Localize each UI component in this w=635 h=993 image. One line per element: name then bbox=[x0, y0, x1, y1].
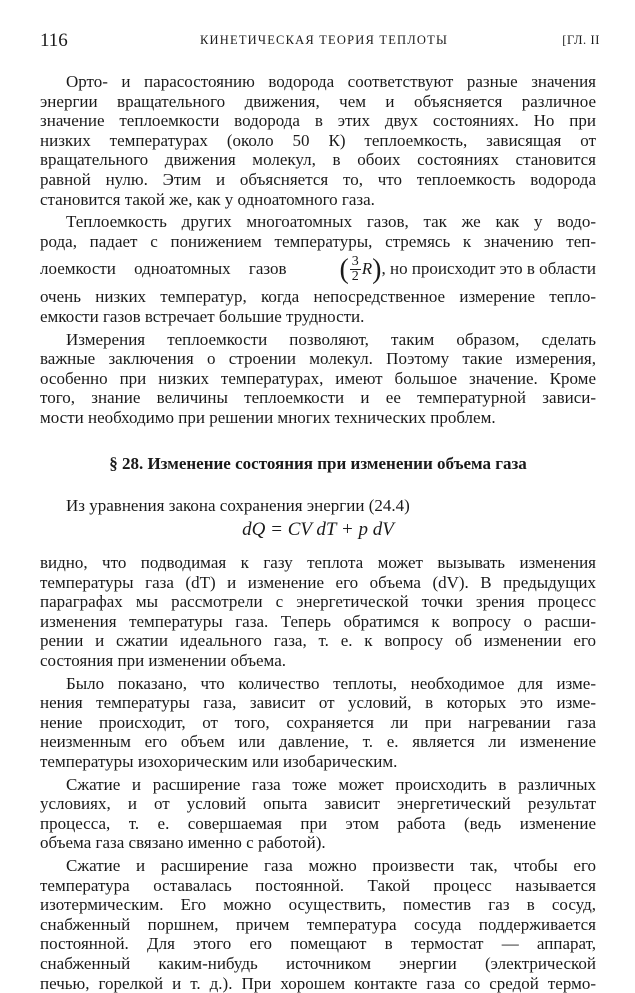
line: Орто- и парасостоянию водорода соответствуют разные значения bbox=[66, 72, 596, 91]
intro-line: Из уравнения закона сохранения энергии (24.4) bbox=[66, 495, 410, 515]
line: низких температурах (около 50 К) теплоемкость, зависящая от bbox=[40, 130, 596, 150]
line: постоянной. Для этого его помещают в термостат — аппарат, bbox=[40, 934, 596, 954]
line: вращательного движения молекул, в обоих состояниях становится bbox=[40, 150, 596, 170]
line: равной нулю. Этим и объясняется то, что теплоемкость водорода bbox=[40, 169, 596, 189]
fraction-line-before: лоемкости одноатомных газов bbox=[40, 259, 287, 279]
line: Сжатие и расширение газа тоже может происходить в различных bbox=[66, 774, 596, 794]
left-paren: ( bbox=[339, 253, 349, 285]
line: изменения температуры газа. Теперь обратимся к вопросу о расши- bbox=[40, 611, 596, 631]
fraction-variable: R bbox=[361, 259, 373, 279]
running-title: КИНЕТИЧЕСКАЯ ТЕОРИЯ ТЕПЛОТЫ bbox=[200, 33, 449, 47]
line: значение теплоемкости водорода в этих двух состояниях. Но при bbox=[40, 111, 596, 131]
line: температура оставалась постоянной. Такой процесс называется bbox=[40, 875, 596, 895]
paragraph-1 bbox=[40, 72, 596, 209]
line: Было показано, что количество теплоты, необходимое для изме- bbox=[66, 673, 596, 693]
line: параграфах мы рассмотрели с энергетической точки зрения процесс bbox=[40, 592, 596, 612]
line: снабженный поршнем, причем температура сосуда поддерживается bbox=[40, 914, 596, 934]
line: становится такой же, как у одноатомного газа. bbox=[40, 189, 375, 209]
right-paren: ) bbox=[372, 253, 382, 285]
line: изотермическим. Его можно осуществить, поместив газ в сосуд, bbox=[40, 895, 596, 915]
chapter-label: [ГЛ. II bbox=[562, 33, 600, 47]
paragraph-3 bbox=[40, 330, 596, 428]
line: очень низких температур, когда непосредственное измерение тепло- bbox=[40, 287, 596, 307]
fraction-denominator: 2 bbox=[351, 268, 359, 284]
line: состояния при изменении объема. bbox=[40, 651, 286, 671]
line: Измерения теплоемкости позволяют, таким образом, сделать bbox=[66, 329, 596, 349]
paragraph-6 bbox=[40, 775, 596, 853]
fraction-line bbox=[40, 251, 596, 287]
line: объема газа связано именно с работой). bbox=[40, 833, 326, 853]
fraction-numerator: 3 bbox=[351, 253, 359, 269]
line: рении и сжатии идеального газа, т. е. к вопросу об изменении его bbox=[40, 631, 596, 651]
page-body bbox=[40, 72, 596, 993]
fraction-expression bbox=[339, 251, 596, 287]
line: энергии вращательного движения, чем и объясняется различное bbox=[40, 91, 596, 111]
formula bbox=[40, 519, 596, 541]
line: температуры газа (dT) и изменение его объема (dV). В предыдущих bbox=[40, 572, 596, 592]
paragraph-2 bbox=[40, 212, 596, 326]
line: емкости газов встречает большие трудности. bbox=[40, 306, 365, 326]
line: температуры изохорическим или изобарическим. bbox=[40, 752, 398, 772]
paragraph-7 bbox=[40, 856, 596, 993]
line: нения температуры газа, зависит от условий, в которых это изме- bbox=[40, 693, 596, 713]
line: процесса, т. е. совершаемая при этом работа (ведь изменение bbox=[40, 813, 596, 833]
fraction bbox=[350, 255, 361, 284]
page-header bbox=[40, 30, 600, 52]
line: печью, горелкой и т. д.). При хорошем контакте газа со средой термо- bbox=[40, 973, 596, 993]
line: рода, падает с понижением температуры, стремясь к значению теп- bbox=[40, 231, 596, 251]
line: мости необходимо при решении многих технических проблем. bbox=[40, 407, 496, 427]
line: Теплоемкость других многоатомных газов, так же как у водо- bbox=[66, 212, 596, 232]
page-number: 116 bbox=[40, 30, 68, 51]
line: снабженный каким-нибудь источником энергии (электрической bbox=[40, 953, 596, 973]
line: условиях, и от условий опыта зависит энергетический результат bbox=[40, 794, 596, 814]
line: того, знание величины теплоемкости и ее температурной зависи- bbox=[40, 388, 596, 408]
section-heading: § 28. Изменение состояния при изменении объема газа bbox=[109, 453, 527, 473]
paragraph-5 bbox=[40, 674, 596, 772]
paragraph-4 bbox=[40, 553, 596, 671]
line: нение происходит, от того, сохраняется ли при нагревании газа bbox=[40, 712, 596, 732]
fraction-line-after: , но происходит это в области bbox=[381, 259, 596, 279]
line: особенно при низких температурах, имеют большое значение. Кроме bbox=[40, 368, 596, 388]
line: видно, что подводимая к газу теплота может вызывать изменения bbox=[40, 553, 596, 573]
line: неизменным его объем или давление, т. е. является ли изменение bbox=[40, 732, 596, 752]
line: важные заключения о строении молекул. Поэтому такие измерения, bbox=[40, 349, 596, 369]
formula-text: dQ = CV dT + p dV bbox=[242, 519, 394, 541]
line: Сжатие и расширение газа можно произвести так, чтобы его bbox=[66, 856, 596, 875]
